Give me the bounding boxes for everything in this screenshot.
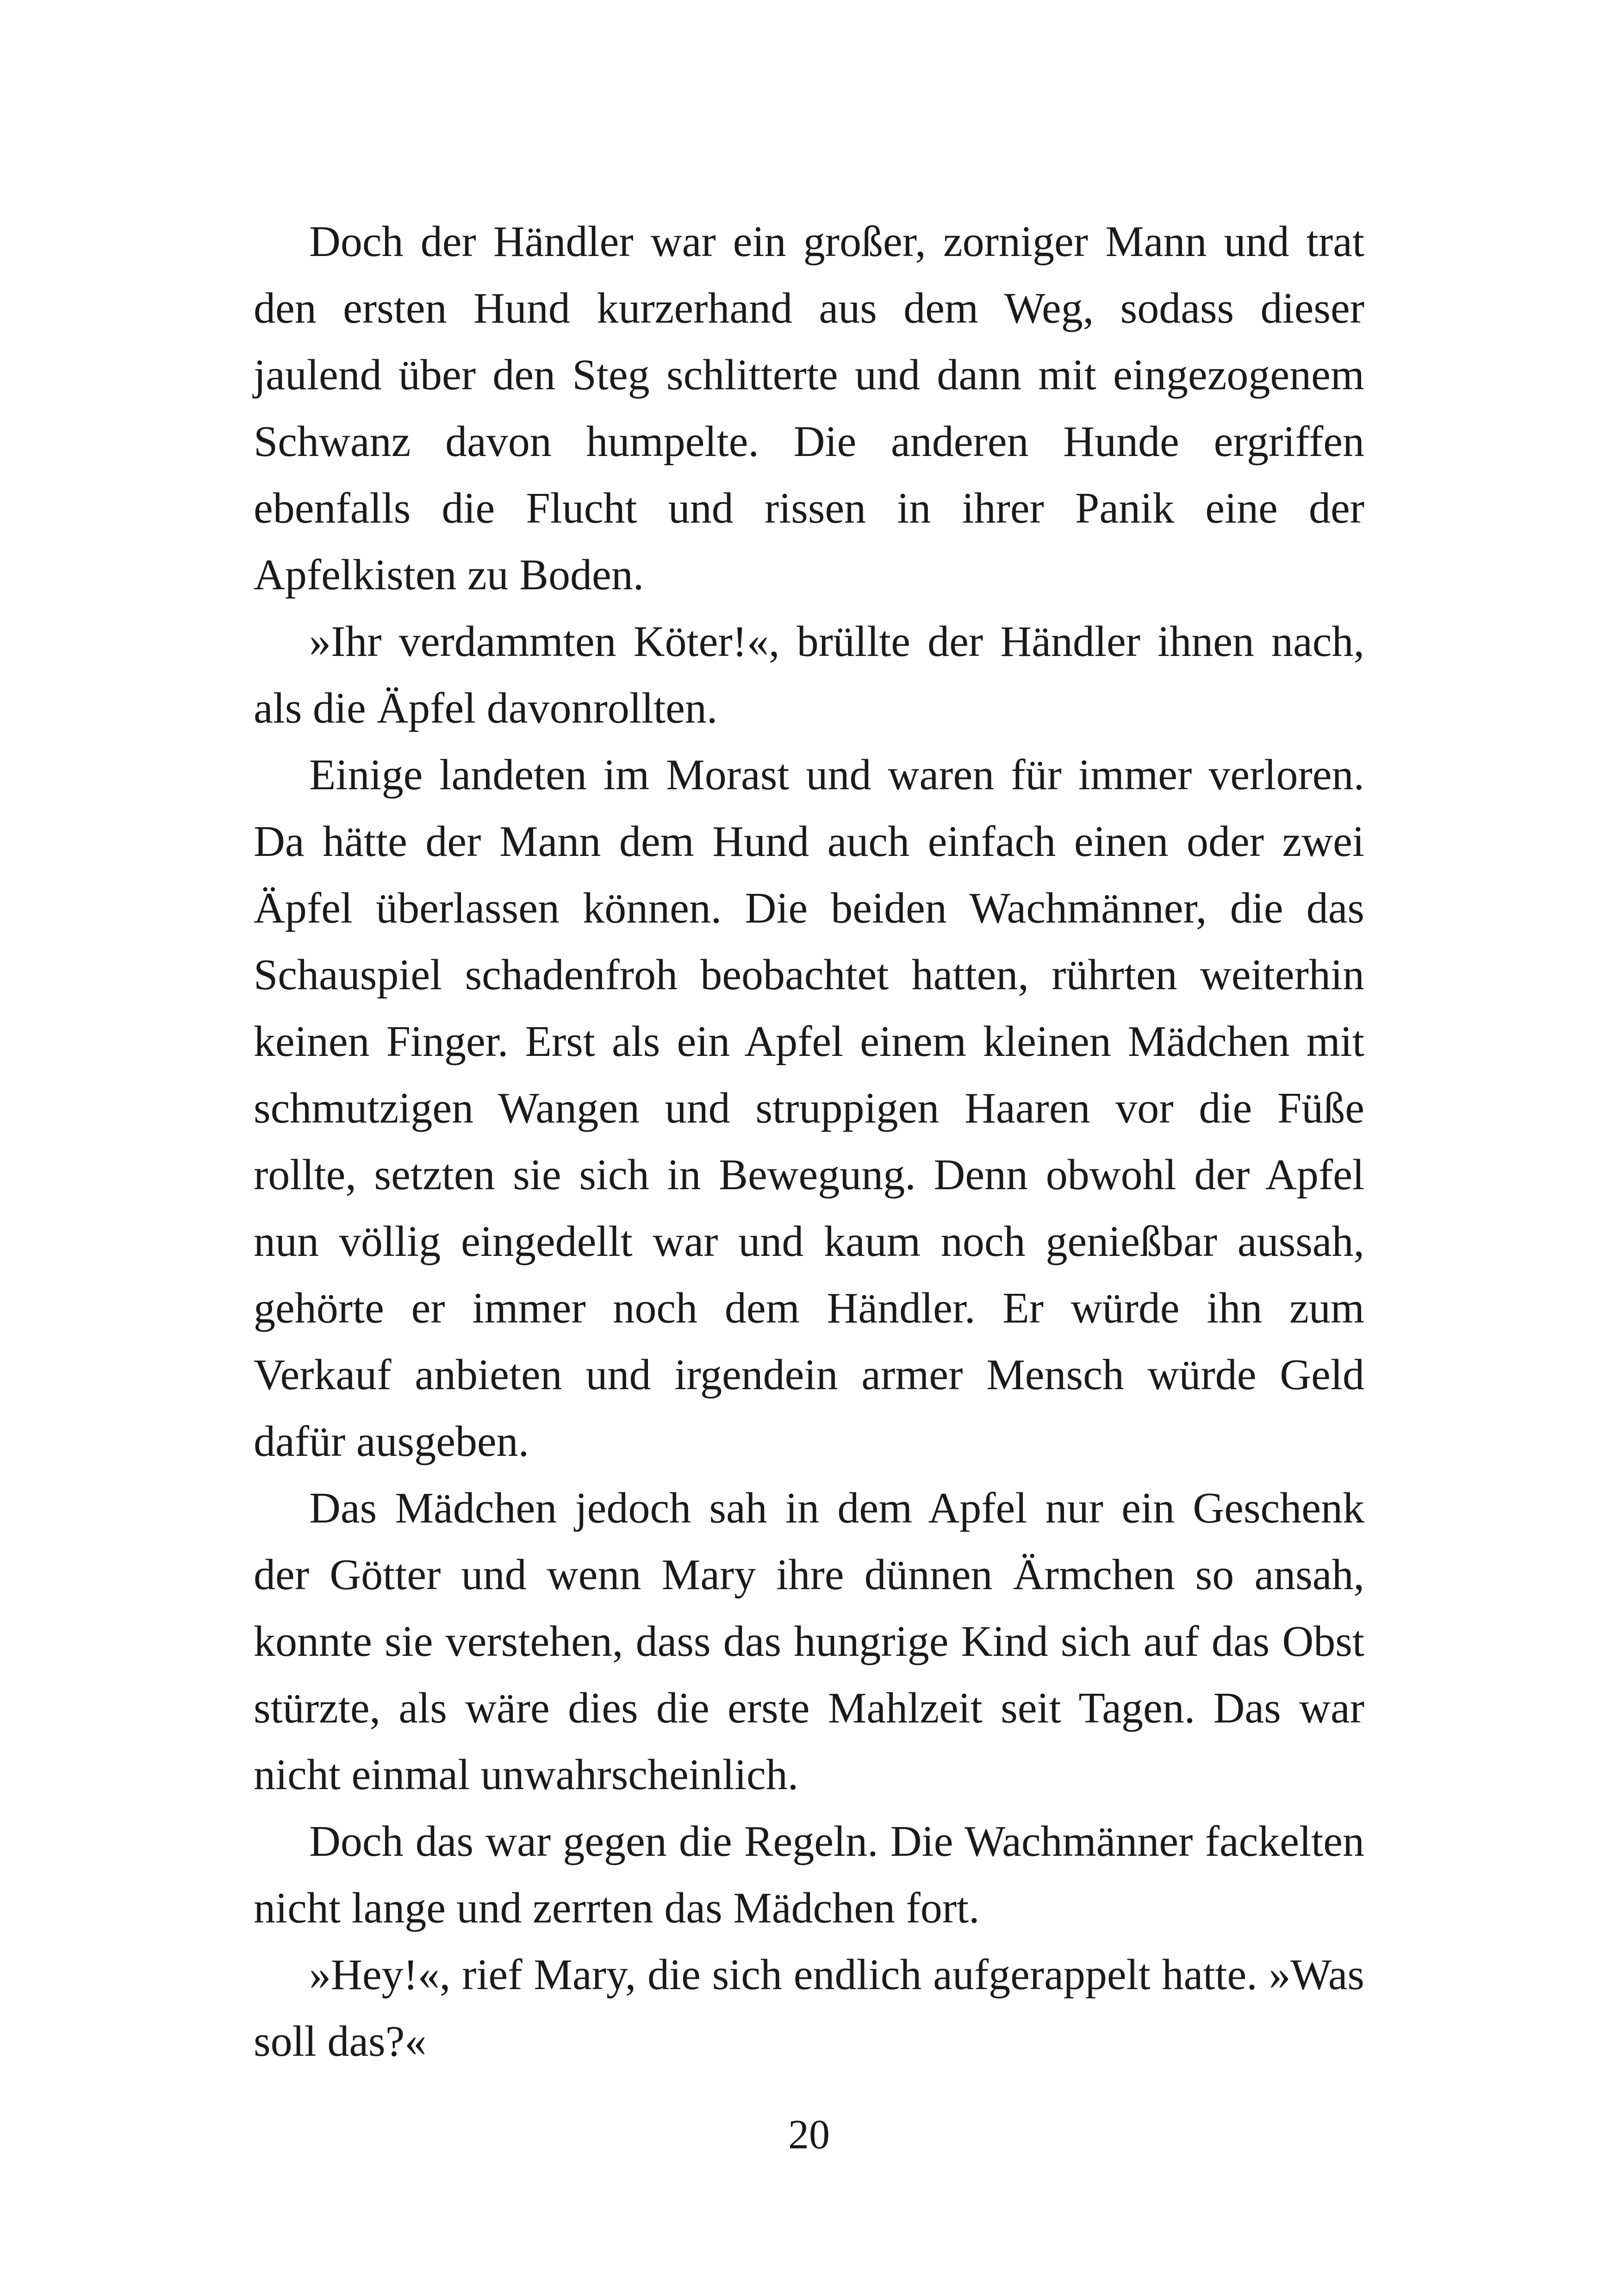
paragraph-6: »Hey!«, rief Mary, die sich endlich aufgerappelt hatte. »Was soll das?« [254, 1951, 1364, 2065]
page-number: 20 [788, 2112, 830, 2158]
paragraph-5: Doch das war gegen die Regeln. Die Wachmänner fackelten nicht lange und zerrten das Mädchen fort. [254, 1817, 1364, 1932]
paragraph-4: Das Mädchen jedoch sah in dem Apfel nur ein Geschenk der Götter und wenn Mary ihre dünnen Ärmchen so ansah, konnte sie verstehen, dass das hungrige Kind sich auf das Obst stürzte, als wäre dies die erste Mahlzeit seit Tagen. Das war nicht einmal unwahrscheinlich. [254, 1484, 1364, 1799]
body-text [254, 208, 1364, 2075]
paragraph-1: Doch der Händler war ein großer, zorniger Mann und trat den ersten Hund kurzerhand aus dem Weg, sodass dieser jaulend über den Steg schlitterte und dann mit eingezogenem Schwanz davon humpelte. Die anderen Hunde ergriffen ebenfalls die Flucht und rissen in ihrer Panik eine der Apfelkisten zu Boden. [254, 218, 1364, 599]
paragraph-2: »Ihr verdammten Köter!«, brüllte der Händler ihnen nach, als die Äpfel davonrollten. [254, 618, 1364, 732]
paragraph-3: Einige landeten im Morast und waren für immer verloren. Da hätte der Mann dem Hund auch einfach einen oder zwei Äpfel überlassen können. Die beiden Wachmänner, die das Schauspiel schadenfroh beobachtet hatten, rührten weiterhin keinen Finger. Erst als ein Apfel einem kleinen Mädchen mit schmutzigen Wangen und struppigen Haaren vor die Füße rollte, setzten sie sich in Bewegung. Denn obwohl der Apfel nun völlig eingedellt war und kaum noch genießbar aussah, gehörte er immer noch dem Händler. Er würde ihn zum Verkauf anbieten und irgendein armer Mensch würde Geld dafür ausgeben. [254, 751, 1364, 1466]
